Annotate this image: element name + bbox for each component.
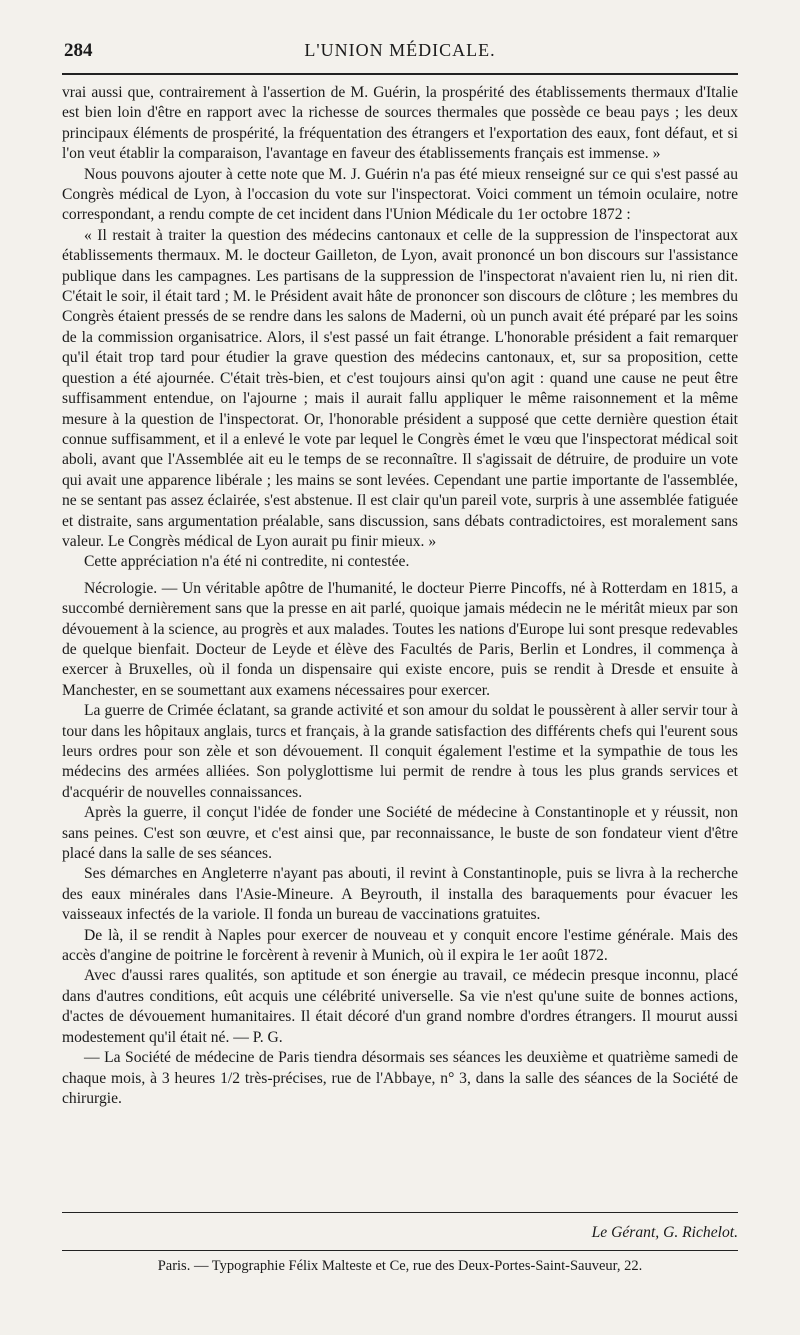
paragraph-asia-minor: Ses démarches en Angleterre n'ayant pas abouti, il revint à Constantinople, puis se livra à la recherche des eaux minérales dans l'Asie-Mineure. A Beyrouth, il installa des baraquements pour évacuer les vaisseaux infectés de la variole. Il fonda un bureau de vaccinations gratuites. bbox=[62, 865, 738, 924]
page-number: 284 bbox=[64, 40, 93, 61]
printer-imprint: Paris. — Typographie Félix Malteste et Ce, rue des Deux-Portes-Saint-Sauveur, 22. bbox=[157, 1258, 643, 1274]
running-title: L'UNION MÉDICALE. bbox=[304, 40, 496, 60]
paragraph-crimean-war: La guerre de Crimée éclatant, sa grande activité et son amour du soldat le poussèrent à aller servir tour à tour dans les hôpitaux anglais, turcs et français, à la grande satisfaction des différents chefs qui l'eurent sous leurs ordres pour son zèle et son dévouement. Il conquit également l'estime et la sympathie de tous les médecins des armées alliées. Son polyglottisme lui permit de rendre à tous les plus grands services et d'acquérir de nouvelles connaissances. bbox=[62, 702, 738, 801]
paragraph-congress-intro: Nous pouvons ajouter à cette note que M. J. Guérin n'a pas été mieux renseigné sur ce qui s'est passé au Congrès médical de Lyon, à l'occasion du vote sur l'inspectorat. Voici comment un témoin oculaire, notre correspondant, a rendu compte de cet incident dans l'Union Médicale du 1er octobre 1872 : bbox=[62, 165, 738, 224]
footer-rule-bottom bbox=[62, 1250, 738, 1251]
paragraph-naples-munich: De là, il se rendit à Naples pour exercer de nouveau et y conquit encore l'estime générale. Mais des accès d'angine de poitrine le forcèrent à revenir à Munich, où il expira le 1er août 1872. bbox=[62, 926, 738, 965]
paragraph-necrology: Nécrologie. — Un véritable apôtre de l'humanité, le docteur Pierre Pincoffs, né à Rotterdam en 1815, a succombé dernièrement sans que la presse en ait parlé, quoique jamais médecin ne le méritât mieux par son dévouement à la science, au progrès et aux malades. Toutes les nations d'Europe lui sont presque redevables de quelque bienfait. Docteur de Leyde et élève des Facultés de Paris, Berlin et Londres, il commença à exercer à Bruxelles, où il fonda un dispensaire qui existe encore, puis se rendit à Dresde et ensuite à Manchester, en se soumettant aux examens nécessaires pour exercer. bbox=[62, 579, 738, 699]
footer-rule-top bbox=[62, 1212, 738, 1213]
paragraph-continuation: vrai aussi que, contrairement à l'assertion de M. Guérin, la prospérité des établissements thermaux d'Italie est bien loin d'être en rapport avec la richesse de sources thermales que possède ce beau pays ; les deux principaux éléments de prospérité, la fréquentation des étrangers et l'exportation des eaux, font défaut, et si l'on veut établir la comparaison, l'avantage en faveur des établissements français est immense. » bbox=[62, 84, 738, 163]
paragraph-constantinople-society: Après la guerre, il conçut l'idée de fonder une Société de médecine à Constantinople et y réussit, non sans peines. C'est son œuvre, et c'est ainsi que, par reconnaissance, le buste de son fondateur vient d'être placé dans la salle de ses séances. bbox=[62, 804, 738, 863]
paragraph-society-announcement: — La Société de médecine de Paris tiendra désormais ses séances les deuxième et quatrième samedi de chaque mois, à 3 heures 1/2 très-précises, rue de l'Abbaye, n° 3, dans la salle des séances de la Société de chirurgie. bbox=[62, 1049, 738, 1107]
paragraph-congress-quote: « Il restait à traiter la question des médecins cantonaux et celle de la suppression de l'inspectorat aux établissements thermaux. M. le docteur Gailleton, de Lyon, avait prononcé un bon discours sur l'assistance publique dans les campagnes. Les partisans de la suppression de l'inspectorat n'avaient rien lu, ni rien dit. C'était le soir, il était tard ; M. le Président avait hâte de prononcer son discours de clôture ; les membres du Congrès étaient pressés de se rendre dans les salons de Maderni, où un punch avait été préparé par les soins de la commission organisatrice. Alors, il s'est passé un fait étrange. L'honorable président a fait remarquer qu'il était trop tard pour étudier la grave question des médecins cantonaux, et, sur sa proposition, cette question a été ajournée. C'était très-bien, et c'est toujours ainsi qu'on agit : quand une cause ne peut être suffisamment entendue, on l'ajourne ; mais il aurait fallu appliquer le même raisonnement et la même mesure à la question de l'inspectorat. Or, l'honorable président a supposé que cette dernière question était connue suffisamment, et il a enlevé le vote par lequel le Congrès émet le vœu que l'inspectorat médical soit aboli, avant que l'Assemblée ait eu le temps de se reconnaître. Il s'agissait de détruire, de produire un vote qui avait une apparence libérale ; les mains se sont levées. Cependant une partie importante de l'assemblée, ne se sentant pas assez éclairée, s'est abstenue. Il est clair qu'un pareil vote, surpris à une assemblée fatiguée et distraite, sans argumentation préalable, sans discussion, sans débats contradictoires, est moralement sans valeur. Le Congrès médical de Lyon aurait pu finir mieux. » bbox=[62, 226, 738, 550]
article-body bbox=[62, 83, 738, 1109]
header-rule bbox=[62, 73, 738, 75]
paragraph-appreciation: Cette appréciation n'a été ni contredite, ni contestée. bbox=[84, 553, 410, 571]
managing-editor-signature: Le Gérant, G. Richelot. bbox=[591, 1224, 738, 1241]
paragraph-tribute: Avec d'aussi rares qualités, son aptitude et son énergie au travail, ce médecin presque inconnu, placé dans d'autres conditions, eût acquis une célébrité universelle. Sa vie n'est qu'une suite de bonnes actions, d'actes de dévouement humanitaires. Il était décoré d'un grand nombre d'ordres étrangers. Il mourut aussi modestement qu'il était né. — P. G. bbox=[62, 967, 738, 1046]
page-header bbox=[62, 40, 738, 70]
